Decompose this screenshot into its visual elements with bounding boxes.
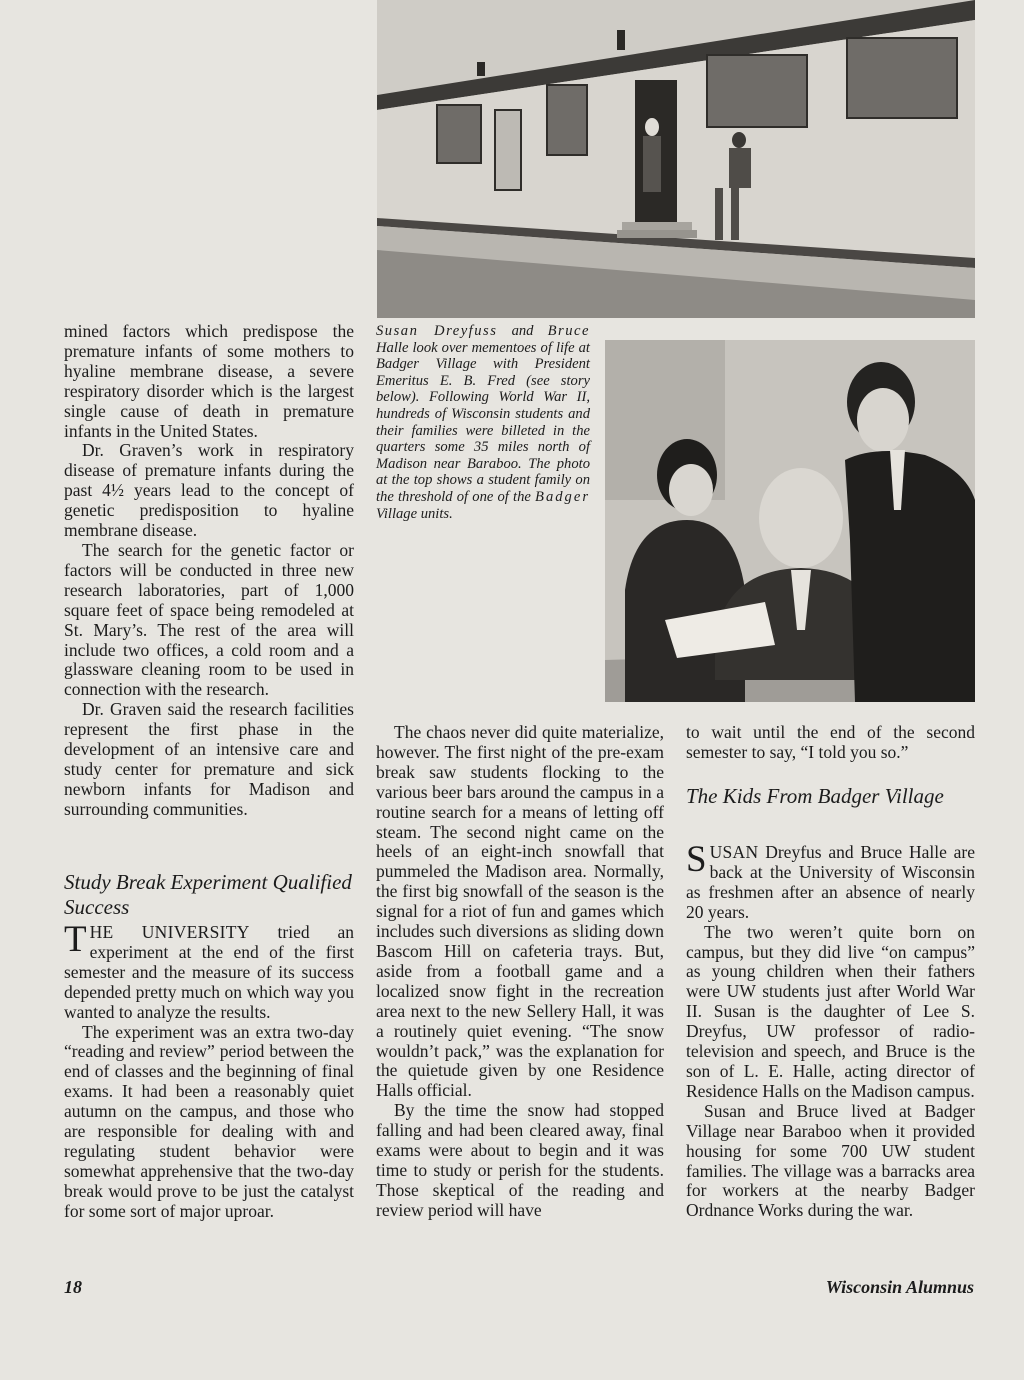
- caption-text: Village units.: [376, 505, 453, 522]
- lead-text: tried an experiment at the end of the first semester and the measure of its success depended pretty much on which way you wanted to analyze the results.: [64, 922, 354, 1022]
- column-3-top-text: [686, 723, 975, 763]
- paragraph: The chaos never did quite materialize, however. The first night of the pre-exam break saw students flocking to the various beer bars around the campus in a routine search for a means of letting off steam. The second night came on the heels of an eight-inch snowfall that pummeled the Madison area. Normally, the first big snowfall of the season is the signal for a riot of fun and games which includes such diversions as sliding down Bascom Hill on cafeteria trays. But, aside from a football game and a localized snow fight in the recreation area next to the new Sellery Hall, it was a routinely quiet evening. “The snow wouldn’t pack,” was the explanation for the quietude given by one Residence Halls official.: [376, 722, 664, 1101]
- paragraph: to wait until the end of the second semester to say, “I told you so.”: [686, 722, 975, 762]
- lead-paragraph: [64, 919, 354, 1023]
- column-2-text: [376, 723, 664, 1221]
- paragraph: The search for the genetic factor or factors will be conducted in three new research laboratories, part of 1,000 square feet of space being remodeled at St. Mary’s. The rest of the area will include two offices, a cold room and a glassware cleaning room to be used in connection with the research.: [64, 539, 354, 700]
- caption-text: and: [497, 323, 548, 339]
- badger-village-heading: The Kids From Badger Village: [686, 784, 944, 808]
- study-break-heading: Study Break Experiment Qualified Success: [64, 870, 352, 919]
- students-with-president-emeritus-photo: [605, 340, 975, 702]
- paragraph: Susan and Bruce lived at Badger Village near Baraboo when it provided housing for some 700 UW student families. The village was a barracks area for workers at the nearby Badger Ordnance Works during the war.: [686, 1100, 975, 1221]
- caption-name: Susan Dreyfuss: [376, 323, 498, 339]
- lead-text: Dreyfus and Bruce Halle are back at the University of Wisconsin as freshmen after an absence of nearly 20 years.: [686, 842, 975, 922]
- drop-cap: T: [64, 919, 87, 960]
- paragraph: By the time the snow had stopped falling and had been cleared away, final exams were about to begin and it was time to study or perish for the students. Those skeptical of the reading and review period will have: [376, 1100, 664, 1220]
- lead-caps: HE UNIVERSITY: [89, 922, 250, 942]
- lead-caps: USAN: [709, 842, 759, 862]
- paragraph: Dr. Graven’s work in respiratory disease of premature infants during the past 4½ years lead to the concept of genetic predisposition to hyaline membrane disease.: [64, 440, 354, 541]
- badger-village-article: [686, 839, 975, 1221]
- study-break-article: [64, 919, 354, 1222]
- drop-cap: S: [686, 839, 707, 880]
- caption-name: Bruce: [547, 323, 590, 339]
- paragraph: Dr. Graven said the research facilities represent the first phase in the development of an intensive care and study center for premature and sick newborn infants for Madison and surrounding communities.: [64, 699, 354, 819]
- paragraph: The experiment was an extra two-day “reading and review” period between the end of classes and the beginning of final exams. It had been a reasonably quiet autumn on the campus, and those who are responsible for dealing with and regulating student behavior were somewhat apprehensive that the two-day break would prove to be just the catalyst for some sort of major uproar.: [64, 1021, 354, 1221]
- page-number: 18: [64, 1277, 82, 1297]
- lead-paragraph: [686, 839, 975, 923]
- caption-text: Halle look over mementoes of life at Badger Village with President Emeritus E. B. Fred (see story below). Following World War II, hundreds of Wisconsin students and their families were billeted in the quarters some 35 miles north of Madison near Baraboo. The photo at the top shows a student family on the threshold of one of the: [376, 339, 590, 505]
- paragraph: The two weren’t quite born on campus, but they did live “on campus” as young children when their fathers were UW students just after World War II. Susan is the daughter of Lee S. Dreyfus, UW professor of radio-television and speech, and Bruce is the son of L. E. Halle, acting director of Residence Halls on the Madison campus.: [686, 921, 975, 1101]
- magazine-title: Wisconsin Alumnus: [825, 1277, 974, 1297]
- caption-badger: Badger: [535, 488, 590, 505]
- photo-caption: [376, 323, 590, 522]
- paragraph: mined factors which predispose the premature infants of some mothers to hyaline membrane disease, a severe respiratory disorder which is the largest single cause of death in premature infants in the United States.: [64, 321, 354, 441]
- column-1-top-text: [64, 322, 354, 820]
- badger-village-barracks-photo: [377, 0, 975, 318]
